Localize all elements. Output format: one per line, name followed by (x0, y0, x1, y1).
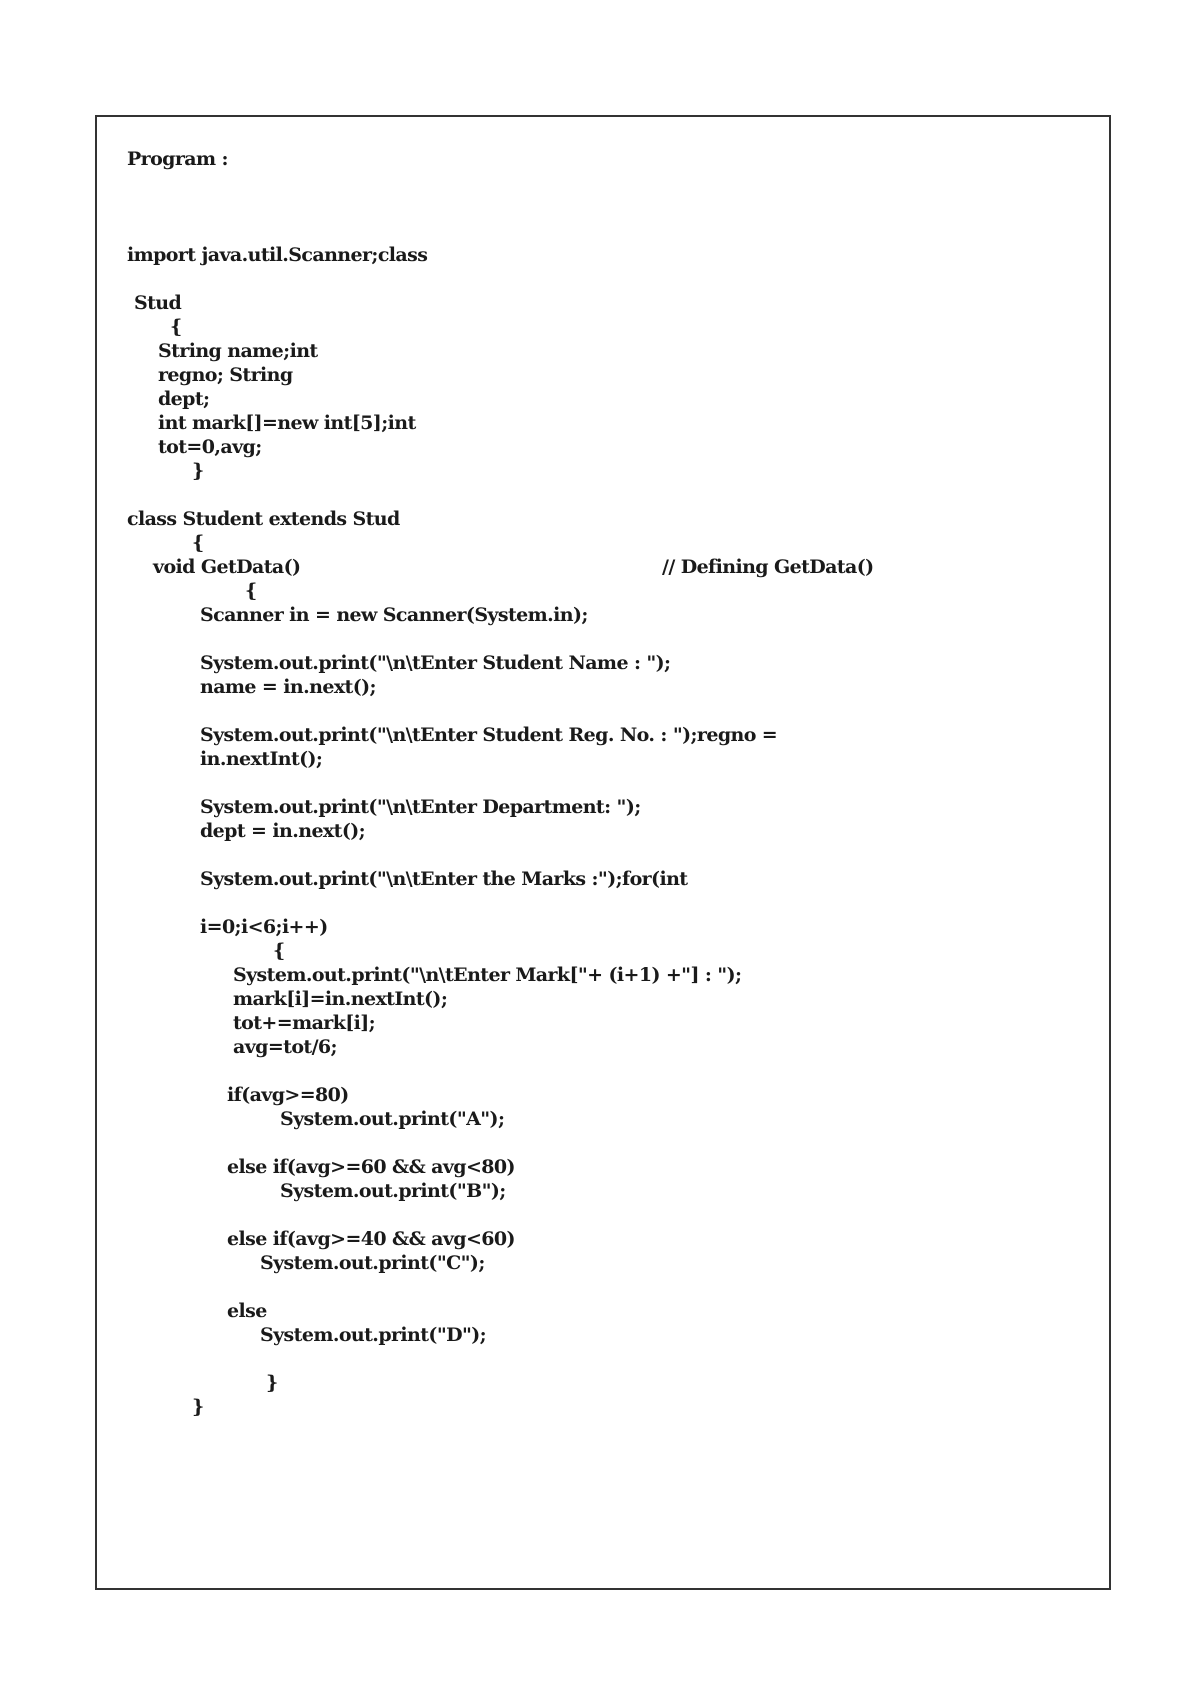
code-line: { (245, 580, 257, 602)
code-line: import java.util.Scanner;class (127, 244, 428, 266)
code-line: int mark[]=new int[5];int (158, 412, 416, 434)
program-heading: Program : (127, 148, 228, 170)
code-line: System.out.print("\n\tEnter Mark["+ (i+1) +"] : "); (233, 964, 742, 986)
code-line: System.out.print("\n\tEnter Department: "); (200, 796, 641, 818)
code-line: in.nextInt(); (200, 748, 323, 770)
code-line: System.out.print("B"); (280, 1180, 506, 1202)
code-line: void GetData() (153, 556, 301, 578)
code-line: System.out.print("A"); (280, 1108, 505, 1130)
code-line: { (192, 532, 204, 554)
code-line: Scanner in = new Scanner(System.in); (200, 604, 588, 626)
code-line: { (170, 316, 182, 338)
code-line: dept = in.next(); (200, 820, 366, 842)
code-line: if(avg>=80) (227, 1084, 349, 1106)
code-line: class Student extends Stud (127, 508, 400, 530)
code-line: } (266, 1372, 278, 1394)
code-line: else if(avg>=40 && avg<60) (227, 1228, 515, 1250)
code-line: String name;int (158, 340, 318, 362)
code-line: } (192, 460, 204, 482)
code-line: else if(avg>=60 && avg<80) (227, 1156, 515, 1178)
code-line: avg=tot/6; (233, 1036, 337, 1058)
code-line: dept; (158, 388, 210, 410)
code-line: mark[i]=in.nextInt(); (233, 988, 448, 1010)
code-comment: // Defining GetData() (662, 556, 874, 578)
code-line: regno; String (158, 364, 293, 386)
code-line: System.out.print("D"); (260, 1324, 487, 1346)
code-line: System.out.print("\n\tEnter Student Name : "); (200, 652, 671, 674)
page-frame (95, 115, 1111, 1590)
code-line: tot=0,avg; (158, 436, 262, 458)
code-line: } (192, 1396, 204, 1418)
code-line: tot+=mark[i]; (233, 1012, 376, 1034)
code-line: Stud (134, 292, 182, 314)
code-line: { (273, 940, 285, 962)
code-line: name = in.next(); (200, 676, 376, 698)
code-line: System.out.print("\n\tEnter Student Reg. No. : ");regno = (200, 724, 778, 746)
code-line: System.out.print("C"); (260, 1252, 485, 1274)
code-line: else (227, 1300, 267, 1322)
code-line: System.out.print("\n\tEnter the Marks :");for(int (200, 868, 688, 890)
code-line: i=0;i<6;i++) (200, 916, 328, 938)
